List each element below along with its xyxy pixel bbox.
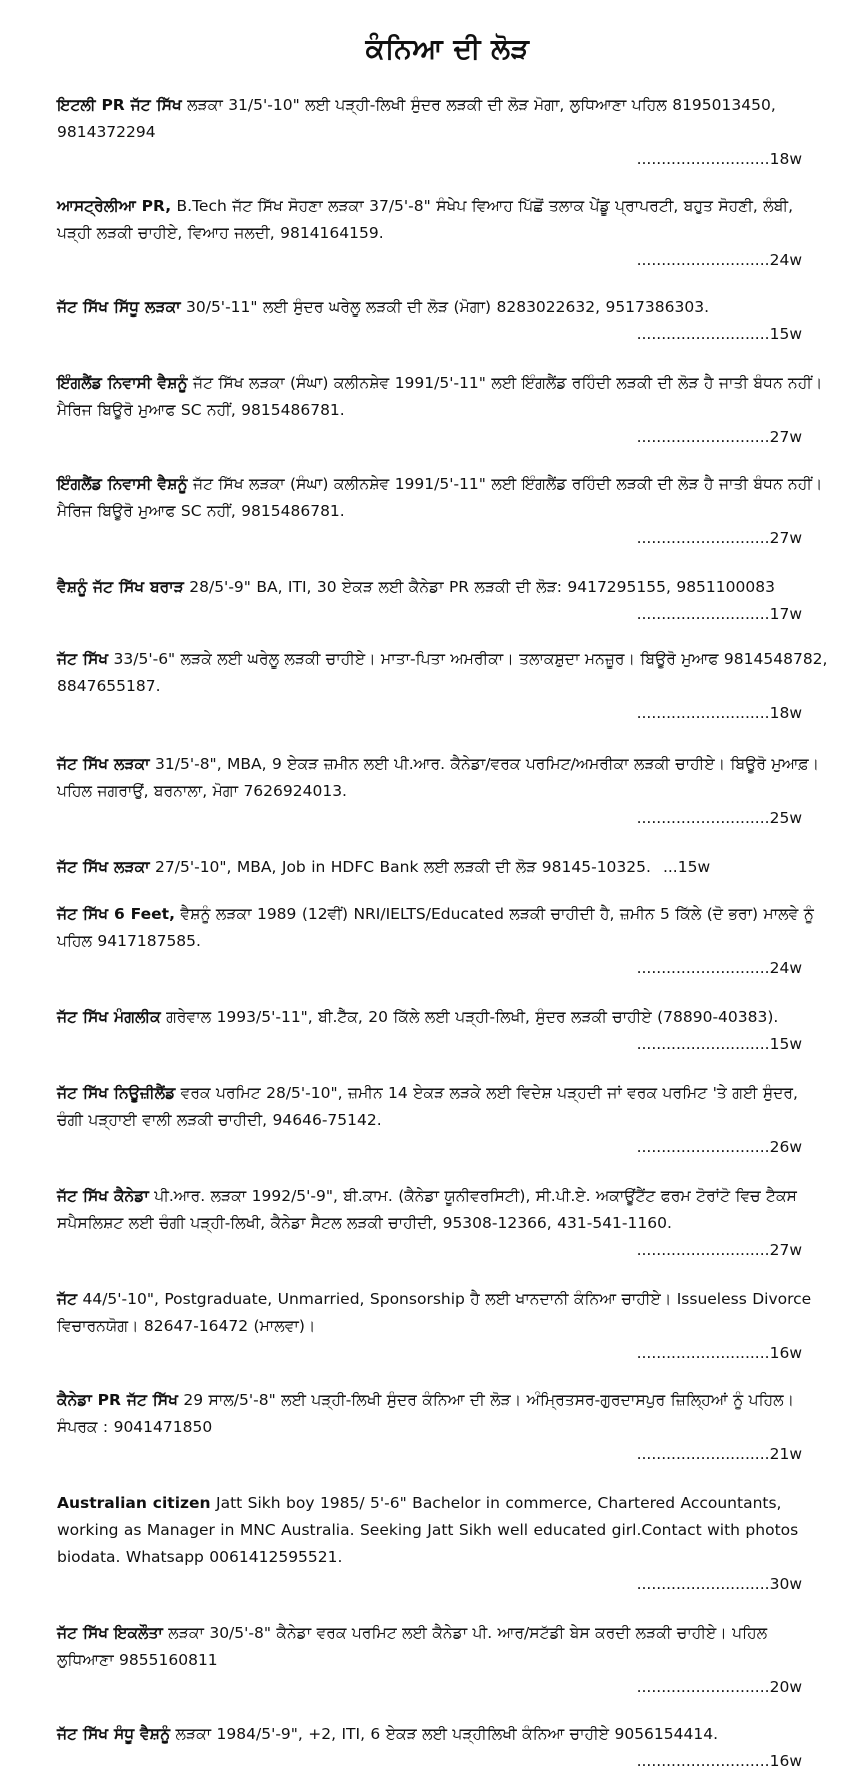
ad-text: 33/5'-6" ਲੜਕੇ ਲਈ ਘਰੇਲੂ ਲੜਕੀ ਚਾਹੀਏ। ਮਾਤਾ-ਪਿਤਾ ਅਮਰੀਕਾ। ਤਲਾਕਸ਼ੁਦਾ ਮਨਜ਼ੂਰ। ਬਿਊਰੋ ਮੁਆਫ 9814548782, 8847655187.	[57, 650, 828, 695]
ad-heading: ਵੈਸ਼ਨੂੰ ਜੱਟ ਸਿੱਖ ਬਰਾੜ	[57, 578, 184, 596]
ad-code: ...........................24w	[636, 959, 802, 977]
classified-ad	[57, 471, 828, 552]
ad-code: ...........................25w	[636, 809, 802, 827]
ad-heading: ਜੱਟ ਸਿੱਖ	[57, 650, 109, 668]
ad-code: ...........................24w	[636, 251, 802, 269]
ad-heading: Australian citizen	[57, 1494, 211, 1512]
ad-heading: ਜੱਟ ਸਿੱਖ ਨਿਊਜ਼ੀਲੈਂਡ	[57, 1084, 176, 1102]
classified-ad	[57, 1490, 828, 1598]
ad-text: B.Tech ਜੱਟ ਸਿੱਖ ਸੋਹਣਾ ਲੜਕਾ 37/5'-8" ਸੰਖੇਪ ਵਿਆਹ ਪਿੱਛੋਂ ਤਲਾਕ ਪੇਂਡੂ ਪ੍ਰਾਪਰਟੀ, ਬਹੁਤ ਸੋਹਣੀ, ਲੰਬੀ, ਪੜ੍ਹੀ ਲੜਕੀ ਚਾਹੀਏ, ਵਿਆਹ ਜਲਦੀ, 9814164159.	[57, 197, 794, 242]
ad-code: ...15w	[662, 858, 711, 876]
classified-ad	[57, 294, 828, 348]
ad-text: ਪੀ.ਆਰ. ਲੜਕਾ 1992/5'-9", ਬੀ.ਕਾਮ. (ਕੈਨੇਡਾ ਯੂਨੀਵਰਸਿਟੀ), ਸੀ.ਪੀ.ਏ. ਅਕਾਊਂਟੈਂਟ ਫਰਮ ਟੋਰਾਂਟੋ ਵਿਚ ਟੈਕਸ ਸਪੈਸਲਿਸ਼ਟ ਲਈ ਚੰਗੀ ਪੜ੍ਹੀ-ਲਿਖੀ, ਕੈਨੇਡਾ ਸੈਟਲ ਲੜਕੀ ਚਾਹੀਦੀ, 95308-12366, 431-541-1160.	[57, 1187, 797, 1232]
ad-heading: ਇੰਗਲੈਂਡ ਨਿਵਾਸੀ ਵੈਸ਼ਨੂੰ	[57, 475, 188, 493]
ad-code: ...........................27w	[636, 428, 802, 446]
ad-text: Jatt Sikh boy 1985/ 5'-6" Bachelor in commerce, Chartered Accountants, working as Manager in MNC Australia. Seeking Jatt Sikh well educated girl.Contact with photos biodata. Whatsapp 0061412595521.	[57, 1494, 799, 1566]
classified-ad	[57, 92, 828, 173]
classified-ad	[57, 574, 828, 628]
ad-text: ਲੜਕਾ 30/5'-8" ਕੈਨੇਡਾ ਵਰਕ ਪਰਮਿਟ ਲਈ ਕੈਨੇਡਾ ਪੀ. ਆਰ/ਸਟੱਡੀ ਬੇਸ ਕਰਦੀ ਲੜਕੀ ਚਾਹੀਏ। ਪਹਿਲ ਲੁਧਿਆਣਾ 9855160811	[57, 1624, 768, 1669]
ad-heading: ਜੱਟ ਸਿੱਖ ਲੜਕਾ	[57, 858, 150, 876]
ad-code: ...........................18w	[636, 150, 802, 168]
ad-code: ...........................18w	[636, 704, 802, 722]
ad-text: ਵਰਕ ਪਰਮਿਟ 28/5'-10", ਜ਼ਮੀਨ 14 ਏਕੜ ਲੜਕੇ ਲਈ ਵਿਦੇਸ਼ ਪੜ੍ਹਦੀ ਜਾਂ ਵਰਕ ਪਰਮਿਟ 'ਤੇ ਗਈ ਸੁੰਦਰ, ਚੰਗੀ ਪੜ੍ਹਾਈ ਵਾਲੀ ਲੜਕੀ ਚਾਹੀਦੀ, 94646-75142.	[57, 1084, 798, 1129]
ad-heading: ਕੈਨੇਡਾ PR ਜੱਟ ਸਿੱਖ	[57, 1391, 178, 1409]
classified-ad	[57, 193, 828, 274]
ad-text: 29 ਸਾਲ/5'-8" ਲਈ ਪੜ੍ਹੀ-ਲਿਖੀ ਸੁੰਦਰ ਕੰਨਿਆ ਦੀ ਲੋੜ। ਅੰਮ੍ਰਿਤਸਰ-ਗੁਰਦਾਸਪੁਰ ਜ਼ਿਲ੍ਹਿਆਂ ਨੂੰ ਪਹਿਲ। ਸੰਪਰਕ : 9041471850	[57, 1391, 795, 1436]
classified-ad	[57, 370, 828, 451]
ad-heading: ਜੱਟ ਸਿੱਖ 6 Feet,	[57, 905, 175, 923]
ad-text: ਗਰੇਵਾਲ 1993/5'-11", ਬੀ.ਟੈੱਕ, 20 ਕਿੱਲੇ ਲਈ ਪੜ੍ਹੀ-ਲਿਖੀ, ਸੁੰਦਰ ਲੜਕੀ ਚਾਹੀਏ (78890-40383).	[160, 1008, 779, 1026]
ad-text: ਲੜਕਾ 31/5'-10" ਲਈ ਪੜ੍ਹੀ-ਲਿਖੀ ਸੁੰਦਰ ਲੜਕੀ ਦੀ ਲੋੜ ਮੋਗਾ, ਲੁਧਿਆਣਾ ਪਹਿਲ 8195013450, 9814372294	[57, 96, 776, 141]
classified-ad	[57, 1183, 828, 1264]
classified-ad	[57, 1004, 828, 1058]
classified-ad	[57, 901, 828, 982]
ad-text: 28/5'-9" BA, ITI, 30 ਏਕੜ ਲਈ ਕੈਨੇਡਾ PR ਲੜਕੀ ਦੀ ਲੋੜ: 9417295155, 9851100083	[183, 578, 775, 596]
ad-code: ...........................17w	[636, 605, 802, 623]
ad-text: ਵੈਸ਼ਨੂੰ ਲੜਕਾ 1989 (12ਵੀਂ) NRI/IELTS/Educated ਲੜਕੀ ਚਾਹੀਦੀ ਹੈ, ਜ਼ਮੀਨ 5 ਕਿੱਲੇ (ਦੋ ਭਰਾ) ਮਾਲਵੇ ਨੂੰ ਪਹਿਲ 9417187585.	[57, 905, 814, 950]
ad-code: ...........................21w	[636, 1445, 802, 1463]
ad-text: ਜੱਟ ਸਿੱਖ ਲੜਕਾ (ਸੰਘਾ) ਕਲੀਨਸ਼ੇਵ 1991/5'-11" ਲਈ ਇੰਗਲੈਂਡ ਰਹਿੰਦੀ ਲੜਕੀ ਦੀ ਲੋੜ ਹੈ ਜਾਤੀ ਬੰਧਨ ਨਹੀਂ। ਮੈਰਿਜ ਬਿਊਰੋ ਮੁਆਫ SC ਨਹੀਂ, 9815486781.	[57, 374, 823, 419]
ads-list	[57, 92, 828, 1775]
classified-ad	[57, 1620, 828, 1701]
ad-code: ...........................27w	[636, 529, 802, 547]
page-title: ਕੰਨਿਆ ਦੀ ਲੋੜ	[365, 32, 530, 65]
classified-ad	[57, 1080, 828, 1161]
ad-heading: ਇੰਗਲੈਂਡ ਨਿਵਾਸੀ ਵੈਸ਼ਨੂੰ	[57, 374, 188, 392]
classified-ad	[57, 1721, 828, 1775]
ad-heading: ਜੱਟ ਸਿੱਖ ਮੰਗਲੀਕ	[57, 1008, 161, 1026]
classified-ad	[57, 646, 828, 727]
ad-text: 44/5'-10", Postgraduate, Unmarried, Sponsorship ਹੈ ਲਈ ਖਾਨਦਾਨੀ ਕੰਨਿਆ ਚਾਹੀਏ। Issueless Divorce ਵਿਚਾਰਨਯੋਗ। 82647-16472 (ਮਾਲਵਾ)।	[57, 1290, 812, 1335]
ad-heading: ਜੱਟ ਸਿੱਖ ਇਕਲੌਤਾ	[57, 1624, 163, 1642]
ad-text: 27/5'-10", MBA, Job in HDFC Bank ਲਈ ਲੜਕੀ ਦੀ ਲੋੜ 98145-10325.	[149, 858, 651, 876]
classified-ad	[57, 854, 828, 881]
ad-text: ਲੜਕਾ 1984/5'-9", +2, ITI, 6 ਏਕੜ ਲਈ ਪੜ੍ਹੀਲਿਖੀ ਕੰਨਿਆ ਚਾਹੀਏ 9056154414.	[170, 1725, 719, 1743]
ad-code: ...........................16w	[636, 1344, 802, 1362]
ad-code: ...........................15w	[636, 325, 802, 343]
classified-ad	[57, 1387, 828, 1468]
ad-heading: ਜੱਟ	[57, 1290, 78, 1308]
ad-code: ...........................16w	[636, 1752, 802, 1770]
ad-code: ...........................27w	[636, 1241, 802, 1259]
ad-heading: ਜੱਟ ਸਿੱਖ ਸੰਧੂ ਵੈਸ਼ਨੂੰ	[57, 1725, 171, 1743]
classified-ad	[57, 1286, 828, 1367]
ad-text: 30/5'-11" ਲਈ ਸੁੰਦਰ ਘਰੇਲੂ ਲੜਕੀ ਦੀ ਲੋੜ (ਮੋਗਾ) 8283022632, 9517386303.	[180, 298, 710, 316]
ad-heading: ਜੱਟ ਸਿੱਖ ਲੜਕਾ	[57, 755, 150, 773]
ad-heading: ਇਟਲੀ PR ਜੱਟ ਸਿੱਖ	[57, 96, 182, 114]
ad-code: ...........................26w	[636, 1138, 802, 1156]
ad-heading: ਆਸਟ੍ਰੇਲੀਆ PR,	[57, 197, 172, 215]
classified-ad	[57, 751, 828, 832]
ad-text: ਜੱਟ ਸਿੱਖ ਲੜਕਾ (ਸੰਘਾ) ਕਲੀਨਸ਼ੇਵ 1991/5'-11" ਲਈ ਇੰਗਲੈਂਡ ਰਹਿੰਦੀ ਲੜਕੀ ਦੀ ਲੋੜ ਹੈ ਜਾਤੀ ਬੰਧਨ ਨਹੀਂ। ਮੈਰਿਜ ਬਿਊਰੋ ਮੁਆਫ SC ਨਹੀਂ, 9815486781.	[57, 475, 823, 520]
ad-heading: ਜੱਟ ਸਿੱਖ ਕੈਨੇਡਾ	[57, 1187, 149, 1205]
ad-code: ...........................30w	[636, 1575, 802, 1593]
ad-code: ...........................20w	[636, 1678, 802, 1696]
ad-heading: ਜੱਟ ਸਿੱਖ ਸਿੱਧੂ ਲੜਕਾ	[57, 298, 181, 316]
ad-text: 31/5'-8", MBA, 9 ਏਕੜ ਜ਼ਮੀਨ ਲਈ ਪੀ.ਆਰ. ਕੈਨੇਡਾ/ਵਰਕ ਪਰਮਿਟ/ਅਮਰੀਕਾ ਲੜਕੀ ਚਾਹੀਏ। ਬਿਊਰੋ ਮੁਆਫ਼। ਪਹਿਲ ਜਗਰਾਉਂ, ਬਰਨਾਲਾ, ਮੋਗਾ 7626924013.	[57, 755, 820, 800]
ad-code: ...........................15w	[636, 1035, 802, 1053]
